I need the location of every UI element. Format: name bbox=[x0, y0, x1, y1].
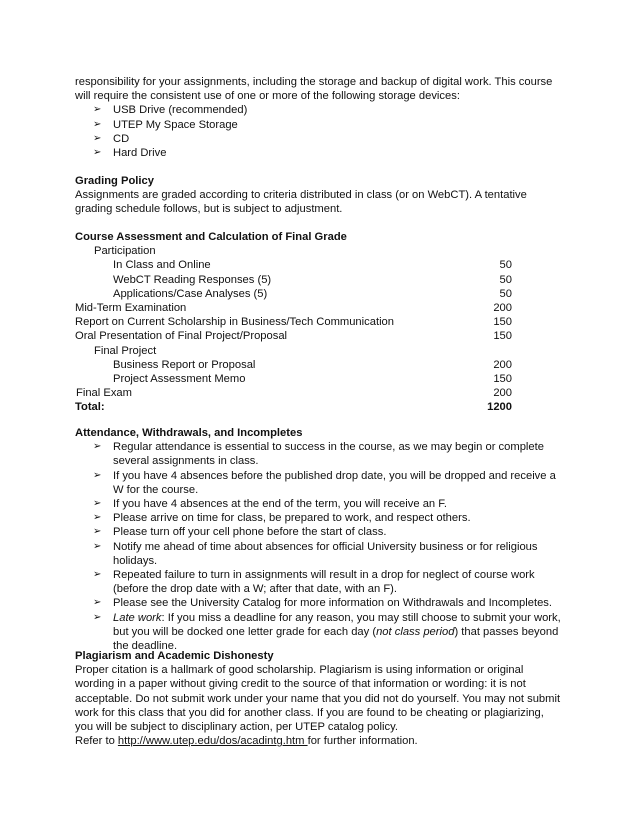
grade-row-label: WebCT Reading Responses (5) bbox=[113, 273, 272, 286]
grading-policy-heading: Grading Policy bbox=[75, 175, 154, 187]
refer-prefix: Refer to bbox=[75, 735, 118, 748]
grade-row-label: Project Assessment Memo bbox=[113, 373, 246, 386]
grade-row bbox=[75, 358, 512, 372]
storage-device-item-text: CD bbox=[113, 132, 130, 145]
arrow-bullet-icon: ➢ bbox=[93, 526, 102, 538]
attendance-item bbox=[75, 596, 565, 610]
grade-row-points: 150 bbox=[493, 373, 512, 386]
storage-intro-text: responsibility for your assignments, including the storage and backup of digital work. This course will require the consistent use of one or more of the following storage devices: bbox=[75, 76, 553, 103]
attendance-item-text: Regular attendance is essential to success in the course, as we may begin or complete several assignments in class. bbox=[113, 441, 544, 468]
arrow-bullet-icon: ➢ bbox=[93, 118, 102, 130]
grade-total-label: Total: bbox=[75, 401, 105, 414]
attendance-section bbox=[75, 426, 565, 653]
grade-row-label: Participation bbox=[94, 245, 156, 258]
plagiarism-section bbox=[75, 649, 565, 748]
late-work-emphasis: not class period bbox=[376, 625, 455, 638]
storage-device-item-text: Hard Drive bbox=[113, 147, 167, 160]
grade-row-points: 200 bbox=[493, 302, 512, 315]
grade-row-label: Final Project bbox=[94, 344, 157, 357]
attendance-item-text: Notify me ahead of time about absences for official University business or for religious holidays. bbox=[113, 540, 538, 567]
attendance-list bbox=[75, 440, 565, 610]
grade-row-label: Applications/Case Analyses (5) bbox=[113, 287, 268, 300]
assessment-heading: Course Assessment and Calculation of Final Grade bbox=[75, 231, 347, 243]
storage-device-item-text: UTEP My Space Storage bbox=[113, 118, 238, 131]
grade-row bbox=[75, 344, 512, 358]
grade-row bbox=[75, 258, 512, 272]
storage-section bbox=[75, 75, 565, 160]
grade-row-points bbox=[472, 244, 512, 258]
attendance-item bbox=[75, 540, 565, 568]
grade-row-points: 50 bbox=[499, 287, 512, 300]
storage-device-item-text: USB Drive (recommended) bbox=[113, 104, 248, 117]
grade-row bbox=[75, 287, 512, 301]
grade-row-points: 50 bbox=[499, 273, 512, 286]
attendance-item bbox=[75, 469, 565, 497]
attendance-item-text: Please turn off your cell phone before the start of class. bbox=[113, 526, 387, 539]
storage-device-item bbox=[75, 132, 565, 146]
storage-device-list bbox=[75, 103, 565, 160]
attendance-item bbox=[75, 497, 565, 511]
grade-row-label: Report on Current Scholarship in Business/Tech Communication bbox=[75, 316, 394, 329]
arrow-bullet-icon: ➢ bbox=[93, 441, 102, 453]
grade-row bbox=[75, 329, 512, 343]
grade-row bbox=[75, 386, 512, 400]
late-work-label: Late work bbox=[113, 611, 162, 624]
grading-policy-section bbox=[75, 174, 565, 217]
attendance-item-text: Repeated failure to turn in assignments will result in a drop for neglect of course work (before the drop date with a W; after that date, with an F). bbox=[113, 569, 535, 596]
attendance-item bbox=[75, 511, 565, 525]
grade-row-points: 150 bbox=[493, 330, 512, 343]
arrow-bullet-icon: ➢ bbox=[93, 611, 102, 623]
grading-policy-text: Assignments are graded according to criteria distributed in class (or on WebCT). A tentative grading schedule follows, but is subject to adjustment. bbox=[75, 189, 527, 216]
grade-row-points: 50 bbox=[499, 259, 512, 272]
storage-device-item bbox=[75, 146, 565, 160]
grade-total-points: 1200 bbox=[487, 401, 512, 414]
arrow-bullet-icon: ➢ bbox=[93, 469, 102, 481]
grade-row bbox=[75, 244, 512, 258]
arrow-bullet-icon: ➢ bbox=[93, 147, 102, 159]
attendance-item bbox=[75, 525, 565, 539]
plagiarism-refer bbox=[75, 734, 565, 748]
grade-row-label: Final Exam bbox=[76, 387, 132, 400]
grade-row bbox=[75, 301, 512, 315]
assessment-section bbox=[75, 230, 565, 415]
grade-row-label: In Class and Online bbox=[113, 259, 211, 272]
grade-row-points: 150 bbox=[493, 316, 512, 329]
attendance-item-text: If you have 4 absences before the published drop date, you will be dropped and receive a W for the course. bbox=[113, 469, 556, 496]
attendance-item-text: Please see the University Catalog for more information on Withdrawals and Incompletes. bbox=[113, 597, 553, 610]
plagiarism-heading: Plagiarism and Academic Dishonesty bbox=[75, 650, 274, 662]
grade-row bbox=[75, 315, 512, 329]
grade-row-points: 200 bbox=[493, 358, 512, 371]
grade-row bbox=[75, 273, 512, 287]
arrow-bullet-icon: ➢ bbox=[93, 540, 102, 552]
grade-row-label: Oral Presentation of Final Project/Proposal bbox=[75, 330, 288, 343]
attendance-item bbox=[75, 440, 565, 468]
attendance-item-late-work bbox=[75, 611, 565, 654]
grade-table bbox=[75, 244, 512, 400]
arrow-bullet-icon: ➢ bbox=[93, 512, 102, 524]
storage-device-item bbox=[75, 103, 565, 117]
grade-row-points bbox=[472, 344, 512, 358]
policy-link[interactable]: http://www.utep.edu/dos/acadintg.htm bbox=[117, 735, 308, 748]
grade-total-row bbox=[75, 400, 512, 414]
attendance-heading: Attendance, Withdrawals, and Incompletes bbox=[75, 427, 303, 439]
arrow-bullet-icon: ➢ bbox=[93, 569, 102, 581]
grade-row-label: Business Report or Proposal bbox=[113, 358, 256, 371]
grade-row-points: 200 bbox=[493, 387, 512, 400]
late-work-text-before: : If you miss a deadline for any reason, you may still choose to submit your work, but you will be docked one letter grade for each day ( bbox=[113, 611, 561, 638]
attendance-item-text: Please arrive on time for class, be prepared to work, and respect others. bbox=[113, 512, 471, 525]
refer-suffix: for further information. bbox=[307, 735, 418, 748]
grade-row-label: Mid-Term Examination bbox=[75, 302, 187, 315]
late-work-text-after: ) that passes beyond the deadline. bbox=[113, 625, 559, 653]
grade-row bbox=[75, 372, 512, 386]
plagiarism-text: Proper citation is a hallmark of good scholarship. Plagiarism is using information or original wording in a paper without giving credit to the source of that information or wording: it is not acceptable. Do not submit work under your name that you did not do yourself. You may not submit work for this class that you did for another class. If you are found to be cheating or plagiarizing, you will be subject to disciplinary action, per UTEP catalog policy. bbox=[75, 664, 561, 734]
attendance-item bbox=[75, 568, 565, 596]
attendance-item-text: If you have 4 absences at the end of the term, you will receive an F. bbox=[113, 498, 447, 511]
arrow-bullet-icon: ➢ bbox=[93, 104, 102, 116]
arrow-bullet-icon: ➢ bbox=[93, 597, 102, 609]
arrow-bullet-icon: ➢ bbox=[93, 498, 102, 510]
storage-device-item bbox=[75, 118, 565, 132]
arrow-bullet-icon: ➢ bbox=[93, 132, 102, 144]
